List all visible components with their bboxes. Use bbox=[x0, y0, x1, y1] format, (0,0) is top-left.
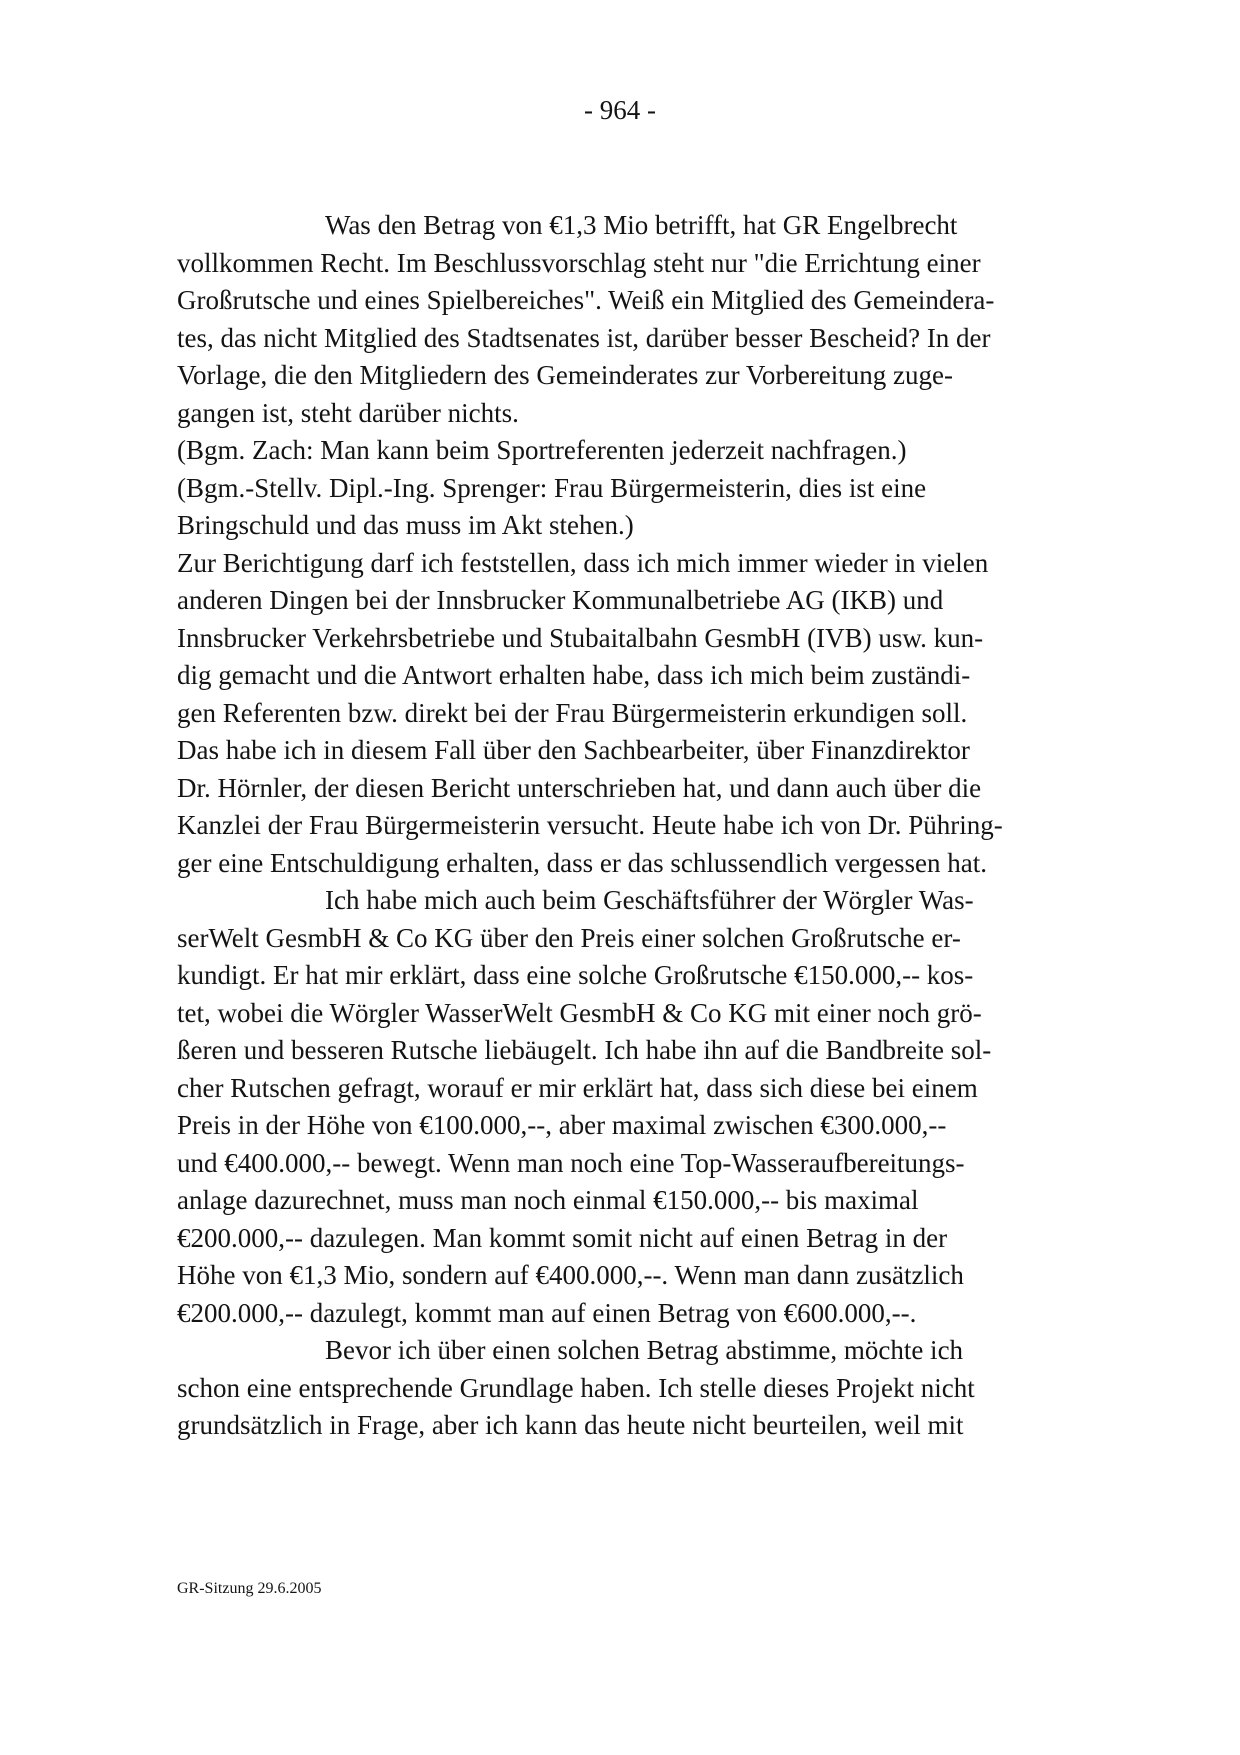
text-line: (Bgm. Zach: Man kann beim Sportreferenten jederzeit nachfragen.) bbox=[177, 435, 907, 465]
text-line: vollkommen Recht. Im Beschlussvorschlag steht nur "die Errichtung einer bbox=[177, 247, 981, 278]
text-line: Das habe ich in diesem Fall über den Sachbearbeiter, über Finanzdirektor bbox=[177, 735, 970, 765]
text-line: grundsätzlich in Frage, aber ich kann das heute nicht beurteilen, weil mit bbox=[177, 1410, 964, 1440]
text-line: serWelt GesmbH & Co KG über den Preis einer solchen Großrutsche er- bbox=[177, 922, 961, 953]
text-line: tet, wobei die Wörgler WasserWelt GesmbH & Co KG mit einer noch grö- bbox=[177, 997, 982, 1028]
text-line: dig gemacht und die Antwort erhalten habe, dass ich mich beim zuständi- bbox=[177, 660, 971, 690]
text-line: Zur Berichtigung darf ich feststellen, dass ich mich immer wieder in vielen bbox=[177, 547, 989, 578]
text-line: cher Rutschen gefragt, worauf er mir erklärt hat, dass sich diese bei einem bbox=[177, 1072, 978, 1103]
text-line: Bevor ich über einen solchen Betrag abstimme, möchte ich bbox=[325, 1335, 964, 1365]
text-line: Bringschuld und das muss im Akt stehen.) bbox=[177, 510, 634, 540]
text-line: schon eine entsprechende Grundlage haben. Ich stelle dieses Projekt nicht bbox=[177, 1372, 975, 1403]
text-line: Vorlage, die den Mitgliedern des Gemeinderates zur Vorbereitung zuge- bbox=[177, 360, 953, 390]
text-line: Großrutsche und eines Spielbereiches". Weiß ein Mitglied des Gemeindera- bbox=[177, 285, 995, 315]
text-line: und €400.000,-- bewegt. Wenn man noch eine Top-Wasseraufbereitungs- bbox=[177, 1147, 965, 1178]
text-line: ßeren und besseren Rutsche liebäugelt. Ich habe ihn auf die Bandbreite sol- bbox=[177, 1035, 992, 1065]
text-line: kundigt. Er hat mir erklärt, dass eine solche Großrutsche €150.000,-- kos- bbox=[177, 960, 974, 990]
text-line: Dr. Hörnler, der diesen Bericht unterschrieben hat, und dann auch über die bbox=[177, 772, 982, 803]
text-line: tes, das nicht Mitglied des Stadtsenates ist, darüber besser Bescheid? In der bbox=[177, 322, 991, 353]
text-line: Innsbrucker Verkehrsbetriebe und Stubaitalbahn GesmbH (IVB) usw. kun- bbox=[177, 622, 984, 653]
text-line: €200.000,-- dazulegt, kommt man auf einen Betrag von €600.000,--. bbox=[177, 1297, 917, 1328]
text-line: Ich habe mich auch beim Geschäftsführer der Wörgler Was- bbox=[325, 885, 974, 915]
text-line: €200.000,-- dazulegen. Man kommt somit nicht auf einen Betrag in der bbox=[177, 1222, 948, 1253]
text-line: (Bgm.-Stellv. Dipl.-Ing. Sprenger: Frau Bürgermeisterin, dies ist eine bbox=[177, 472, 927, 503]
text-line: gen Referenten bzw. direkt bei der Frau Bürgermeisterin erkundigen soll. bbox=[177, 697, 968, 728]
body-text bbox=[177, 207, 1077, 1445]
text-line: Preis in der Höhe von €100.000,--, aber maximal zwischen €300.000,-- bbox=[177, 1110, 947, 1140]
text-line: Kanzlei der Frau Bürgermeisterin versucht. Heute habe ich von Dr. Pühring- bbox=[177, 810, 1003, 840]
text-line: anlage dazurechnet, muss man noch einmal €150.000,-- bis maximal bbox=[177, 1185, 919, 1215]
footer-session-date: GR-Sitzung 29.6.2005 bbox=[177, 1580, 322, 1597]
text-line: Was den Betrag von €1,3 Mio betrifft, hat GR Engelbrecht bbox=[325, 210, 958, 240]
page-number: - 964 - bbox=[584, 95, 656, 125]
text-line: gangen ist, steht darüber nichts. bbox=[177, 397, 519, 428]
text-line: anderen Dingen bei der Innsbrucker Kommunalbetriebe AG (IKB) und bbox=[177, 585, 944, 615]
text-line: ger eine Entschuldigung erhalten, dass er das schlussendlich vergessen hat. bbox=[177, 847, 988, 878]
text-line: Höhe von €1,3 Mio, sondern auf €400.000,--. Wenn man dann zusätzlich bbox=[177, 1260, 964, 1290]
